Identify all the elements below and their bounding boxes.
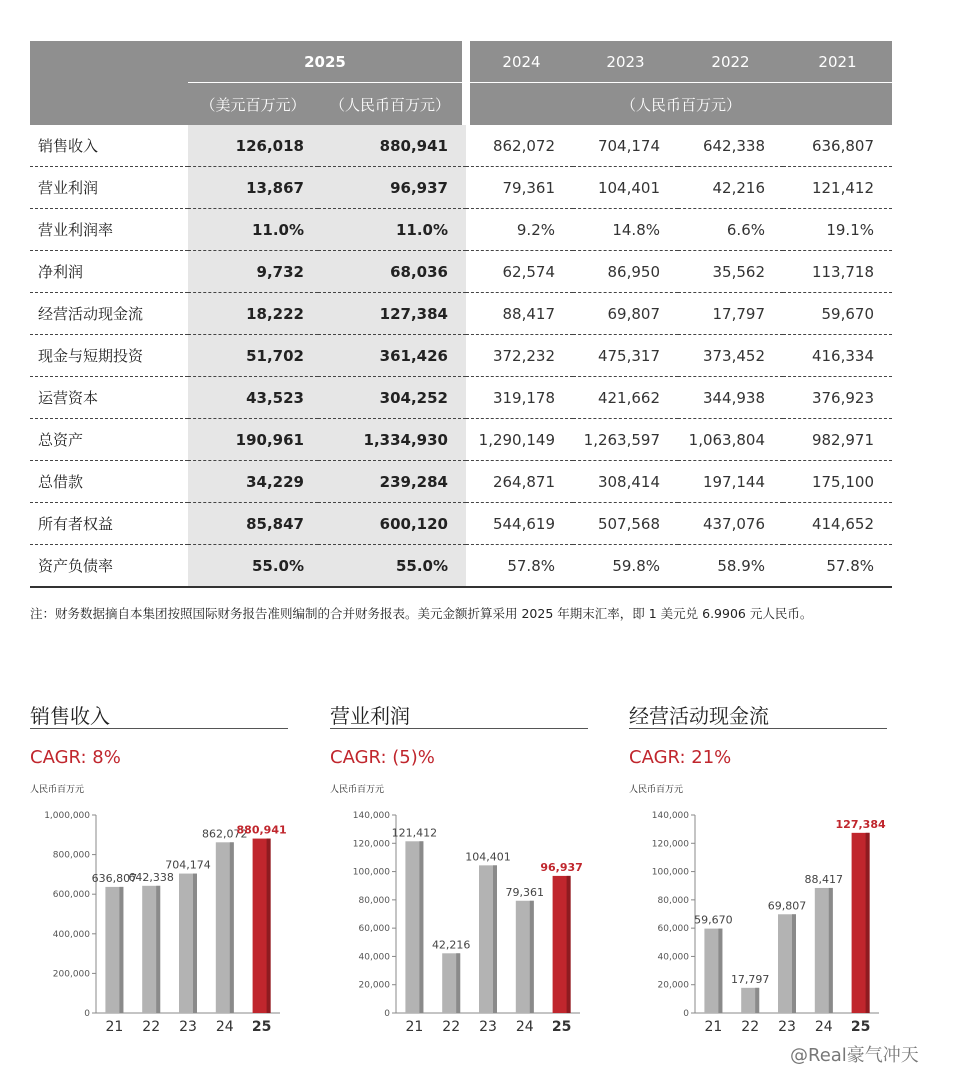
cell-2021: 376,923 (783, 377, 892, 419)
cell-2021: 982,971 (783, 419, 892, 461)
y-tick-label: 200,000 (52, 969, 90, 980)
table-row (30, 293, 892, 335)
bar (442, 953, 460, 1013)
cell-2023: 308,414 (573, 461, 678, 503)
cell-2022: 373,452 (678, 335, 783, 377)
cell-2025-rmb: 880,941 (318, 125, 466, 167)
y-tick-label: 0 (683, 1009, 689, 1019)
cell-2023: 1,263,597 (573, 419, 678, 461)
cell-2025-rmb: 127,384 (318, 293, 466, 335)
cell-2023: 475,317 (573, 335, 678, 377)
cell-2025-rmb: 55.0% (318, 545, 466, 588)
cell-2021: 19.1% (783, 209, 892, 251)
cell-2022: 17,797 (678, 293, 783, 335)
bar-shade (493, 865, 497, 1013)
cell-2021: 175,100 (783, 461, 892, 503)
row-label: 资产负债率 (30, 545, 188, 588)
x-tick-label: 24 (814, 1019, 833, 1035)
chart-title: 经营活动现金流 (629, 704, 769, 728)
cell-2025-rmb: 361,426 (318, 335, 466, 377)
row-label: 经营活动现金流 (30, 293, 188, 335)
cell-2022: 1,063,804 (678, 419, 783, 461)
data-label: 96,937 (540, 860, 583, 874)
data-label: 42,216 (431, 938, 471, 952)
cell-2024: 319,178 (466, 377, 573, 419)
bar-shade (119, 887, 123, 1013)
chart-title-rule (30, 728, 288, 729)
cell-2021: 57.8% (783, 545, 892, 588)
bar-shade (456, 953, 460, 1013)
y-tick-label: 140,000 (651, 811, 689, 821)
bar-shade (156, 886, 160, 1013)
cell-2022: 197,144 (678, 461, 783, 503)
bar (741, 988, 759, 1013)
bar (815, 888, 833, 1013)
table-row (30, 335, 892, 377)
bar (142, 886, 160, 1013)
table-body (30, 125, 892, 587)
cell-2025-usd: 18,222 (188, 293, 318, 335)
header-year-2021: 2021 (783, 41, 892, 83)
table-row (30, 461, 892, 503)
y-tick-label: 1,000,000 (44, 811, 90, 821)
y-tick-label: 100,000 (651, 867, 689, 878)
cell-2021: 416,334 (783, 335, 892, 377)
y-tick-label: 140,000 (352, 811, 390, 821)
x-tick-label: 22 (442, 1019, 461, 1035)
data-label: 104,401 (465, 850, 511, 864)
row-label: 总借款 (30, 461, 188, 503)
cell-2025-usd: 55.0% (188, 545, 318, 588)
cell-2024: 1,290,149 (466, 419, 573, 461)
cell-2024: 862,072 (466, 125, 573, 167)
x-tick-label: 22 (142, 1019, 161, 1035)
cell-2023: 86,950 (573, 251, 678, 293)
y-tick-label: 800,000 (52, 850, 90, 861)
table-row (30, 419, 892, 461)
chart-title: 营业利润 (330, 704, 410, 728)
bar (179, 874, 197, 1013)
data-label: 69,807 (767, 899, 807, 913)
table-row (30, 251, 892, 293)
chart-cagr: CAGR: (5)% (330, 747, 435, 768)
table-row (30, 377, 892, 419)
data-label: 704,174 (165, 858, 211, 872)
row-label: 净利润 (30, 251, 188, 293)
cell-2022: 42,216 (678, 167, 783, 209)
data-label: 636,807 (91, 871, 138, 885)
table-row (30, 545, 892, 588)
cell-2025-usd: 51,702 (188, 335, 318, 377)
cell-2022: 35,562 (678, 251, 783, 293)
bar-shade (267, 839, 271, 1013)
cell-2023: 14.8% (573, 209, 678, 251)
cell-2022: 437,076 (678, 503, 783, 545)
x-tick-label: 25 (551, 1019, 572, 1035)
header-unit-usd: （美元百万元） (188, 83, 318, 126)
data-label: 88,417 (804, 872, 844, 886)
bar-shade (792, 914, 796, 1013)
y-tick-label: 400,000 (52, 929, 90, 940)
chart-plot (330, 795, 592, 1045)
row-label: 销售收入 (30, 125, 188, 167)
bar-shade (755, 988, 759, 1013)
y-tick-label: 60,000 (657, 924, 689, 935)
cell-2021: 121,412 (783, 167, 892, 209)
cell-2021: 414,652 (783, 503, 892, 545)
cell-2023: 104,401 (573, 167, 678, 209)
data-label: 862,072 (202, 827, 248, 841)
chart-unit: 人民币百万元 (30, 785, 85, 795)
x-tick-label: 21 (704, 1019, 723, 1035)
chart-title: 销售收入 (30, 704, 110, 728)
cell-2024: 264,871 (466, 461, 573, 503)
cell-2023: 59.8% (573, 545, 678, 588)
y-tick-label: 80,000 (358, 895, 390, 906)
data-label: 79,361 (505, 885, 545, 899)
bar-shade (230, 842, 234, 1013)
bar (704, 929, 722, 1013)
y-tick-label: 600,000 (52, 890, 90, 901)
cell-2025-rmb: 96,937 (318, 167, 466, 209)
cell-2021: 113,718 (783, 251, 892, 293)
cell-2025-usd: 85,847 (188, 503, 318, 545)
y-tick-label: 120,000 (651, 839, 689, 850)
header-corner-2 (30, 83, 188, 126)
x-tick-label: 23 (179, 1019, 197, 1035)
cell-2025-usd: 13,867 (188, 167, 318, 209)
cell-2022: 6.6% (678, 209, 783, 251)
cell-2025-rmb: 239,284 (318, 461, 466, 503)
data-label: 59,670 (694, 913, 733, 927)
bar-shade (829, 888, 833, 1013)
y-tick-label: 80,000 (657, 895, 689, 906)
cell-2025-rmb: 600,120 (318, 503, 466, 545)
data-label: 121,412 (391, 826, 438, 840)
chart-cagr: CAGR: 8% (30, 747, 121, 768)
cell-2022: 58.9% (678, 545, 783, 588)
table-row (30, 209, 892, 251)
header-corner (30, 41, 188, 83)
cell-2025-usd: 126,018 (188, 125, 318, 167)
header-year-2025: 2025 (188, 41, 466, 83)
table-row (30, 167, 892, 209)
cell-2024: 88,417 (466, 293, 573, 335)
cell-2022: 642,338 (678, 125, 783, 167)
cell-2021: 636,807 (783, 125, 892, 167)
y-tick-label: 20,000 (358, 980, 390, 991)
table-header-units (30, 83, 892, 126)
chart-plot (629, 795, 891, 1045)
chart-cagr: CAGR: 21% (629, 747, 732, 768)
data-label: 642,338 (128, 870, 174, 884)
cell-2024: 57.8% (466, 545, 573, 588)
bar-highlight (553, 876, 571, 1013)
chart-title-rule (629, 728, 887, 729)
x-tick-label: 24 (515, 1019, 534, 1035)
table-row (30, 125, 892, 167)
chart-plot (30, 795, 292, 1045)
row-label: 总资产 (30, 419, 188, 461)
chart-operating-cash-flow (629, 700, 891, 1045)
cell-2024: 372,232 (466, 335, 573, 377)
row-label: 营业利润 (30, 167, 188, 209)
x-tick-label: 23 (479, 1019, 497, 1035)
cell-2025-usd: 43,523 (188, 377, 318, 419)
cell-2024: 79,361 (466, 167, 573, 209)
chart-unit: 人民币百万元 (330, 785, 385, 795)
y-tick-label: 20,000 (657, 980, 689, 991)
cell-2023: 69,807 (573, 293, 678, 335)
footnote: 注：财务数据摘自本集团按照国际财务报告准则编制的合并财务报表。美元金额折算采用 2025 年期末汇率，即 1 美元兑 6.9906 元人民币。 (30, 606, 813, 621)
bar-shade (866, 833, 870, 1013)
x-tick-label: 24 (215, 1019, 234, 1035)
bar-shade (530, 901, 534, 1013)
y-tick-label: 40,000 (657, 952, 689, 963)
chart-title-rule (330, 728, 588, 729)
bar-shade (718, 929, 722, 1013)
x-tick-label: 22 (741, 1019, 760, 1035)
bar (216, 842, 234, 1013)
data-label: 17,797 (730, 972, 770, 986)
cell-2023: 704,174 (573, 125, 678, 167)
cell-2025-rmb: 304,252 (318, 377, 466, 419)
data-label: 127,384 (835, 817, 886, 831)
row-label: 营业利润率 (30, 209, 188, 251)
row-label: 运营资本 (30, 377, 188, 419)
bar-shade (193, 874, 197, 1013)
x-tick-label: 21 (405, 1019, 424, 1035)
row-label: 所有者权益 (30, 503, 188, 545)
y-tick-label: 0 (384, 1009, 390, 1019)
chart-unit: 人民币百万元 (629, 785, 684, 795)
cell-2023: 507,568 (573, 503, 678, 545)
y-tick-label: 0 (84, 1009, 90, 1019)
table-row (30, 503, 892, 545)
header-year-2022: 2022 (678, 41, 783, 83)
financial-summary-table-wrap (30, 41, 892, 588)
cell-2025-usd: 11.0% (188, 209, 318, 251)
watermark: @Real豪气冲天 (790, 1045, 919, 1066)
table-header-years (30, 41, 892, 83)
header-unit-prior: （人民币百万元） (466, 83, 892, 126)
bar (479, 865, 497, 1013)
y-tick-label: 120,000 (352, 839, 390, 850)
cell-2021: 59,670 (783, 293, 892, 335)
cell-2025-rmb: 68,036 (318, 251, 466, 293)
header-year-2024: 2024 (466, 41, 573, 83)
bar (405, 841, 423, 1013)
bar-shade (567, 876, 571, 1013)
cell-2024: 62,574 (466, 251, 573, 293)
cell-2025-rmb: 11.0% (318, 209, 466, 251)
bar-highlight (253, 839, 271, 1013)
cell-2025-rmb: 1,334,930 (318, 419, 466, 461)
cell-2025-usd: 9,732 (188, 251, 318, 293)
bar-shade (419, 841, 423, 1013)
chart-sales-revenue (30, 700, 292, 1045)
x-tick-label: 23 (778, 1019, 796, 1035)
chart-operating-profit (330, 700, 592, 1045)
header-unit-rmb: （人民币百万元） (318, 83, 466, 126)
cell-2022: 344,938 (678, 377, 783, 419)
bar-highlight (852, 833, 870, 1013)
cell-2023: 421,662 (573, 377, 678, 419)
y-tick-label: 60,000 (358, 924, 390, 935)
header-year-2023: 2023 (573, 41, 678, 83)
y-tick-label: 100,000 (352, 867, 390, 878)
bar (516, 901, 534, 1013)
cell-2024: 9.2% (466, 209, 573, 251)
x-tick-label: 25 (850, 1019, 871, 1035)
cell-2025-usd: 190,961 (188, 419, 318, 461)
row-label: 现金与短期投资 (30, 335, 188, 377)
bar (778, 914, 796, 1013)
bar (105, 887, 123, 1013)
x-tick-label: 21 (105, 1019, 124, 1035)
x-tick-label: 25 (251, 1019, 272, 1035)
y-tick-label: 40,000 (358, 952, 390, 963)
cell-2024: 544,619 (466, 503, 573, 545)
financial-summary-table (30, 41, 892, 588)
data-label: 880,941 (236, 823, 287, 837)
cell-2025-usd: 34,229 (188, 461, 318, 503)
